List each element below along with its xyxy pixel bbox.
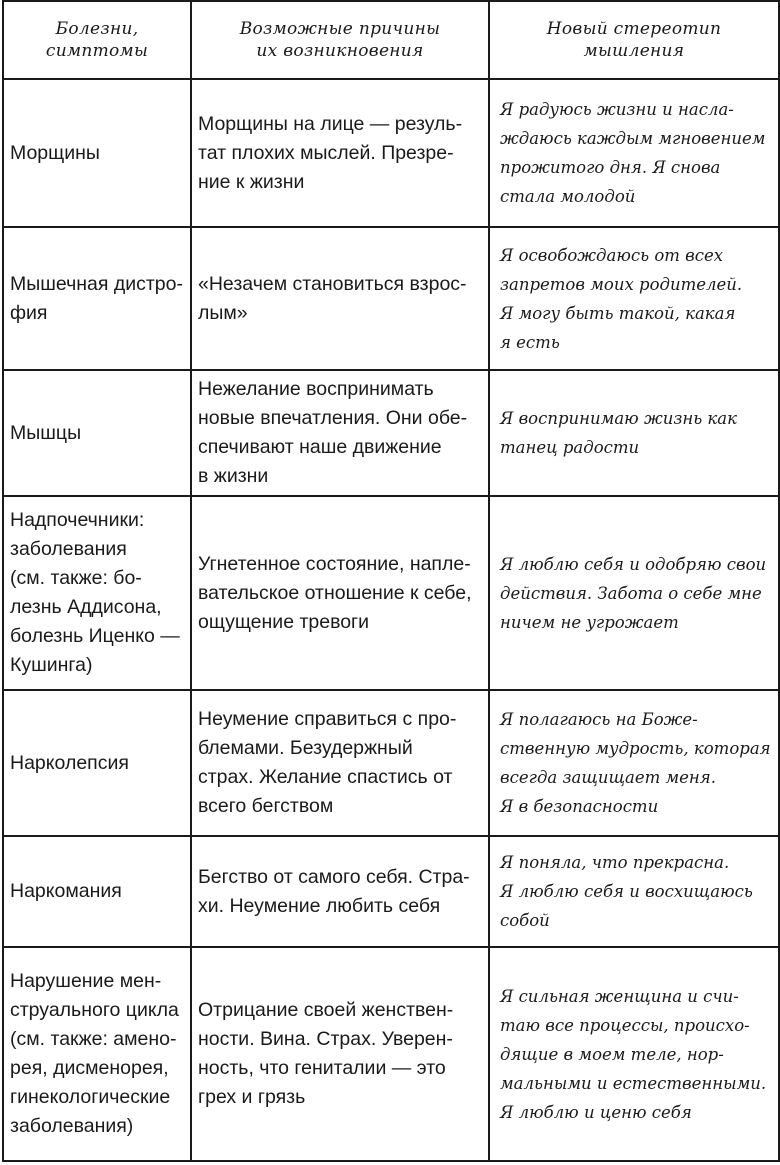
cause-cell (191, 690, 489, 836)
cell-line: Мышцы (10, 421, 82, 444)
cell-line: собой (500, 911, 550, 930)
cell-line: танец радости (500, 438, 640, 457)
cell-line: ность, что гениталии — это (198, 1057, 446, 1079)
table-row (3, 690, 779, 836)
cell-line: спечивают наше движение (198, 436, 442, 458)
cell-line: Я сильная женщина и счи- (500, 986, 739, 1006)
thought-cell (489, 690, 779, 836)
cell-line: Я освобождаюсь от всех (500, 245, 724, 265)
cell-line: (см. также: амено- (10, 1028, 177, 1050)
cell-line: всегда защищает меня. (500, 768, 716, 787)
cell-line: страх. Желание спастись от (198, 766, 453, 788)
thought-cell (489, 947, 779, 1161)
cell-line: действия. Забота о себе мне (500, 583, 762, 603)
table-row (3, 227, 779, 370)
table-row (3, 836, 779, 947)
cause-cell (191, 370, 489, 496)
cell-line: рея, дисменорея, (10, 1057, 169, 1079)
cell-line: Отрицание своей женствен- (198, 999, 454, 1021)
table-row (3, 947, 779, 1161)
table-row (3, 79, 779, 227)
cell-line: Я воспринимаю жизнь как (500, 409, 737, 428)
cell-line: Морщины на лице — резуль- (198, 112, 463, 135)
cell-line: хи. Неумение любить себя (198, 894, 441, 917)
cell-line: ственную мудрость, которая (500, 739, 771, 758)
cell-line: запретов моих родителей. (500, 274, 743, 294)
symptoms-table (2, 0, 780, 1162)
cell-line: заболевания (10, 538, 127, 560)
symptom-cell (3, 370, 191, 496)
header-text: симптомы (45, 41, 149, 61)
symptom-cell (3, 227, 191, 370)
cell-line: ности. Вина. Страх. Уверен- (198, 1028, 453, 1050)
cell-line: Морщины (10, 141, 100, 164)
symptom-cell (3, 836, 191, 947)
cause-cell (191, 947, 489, 1161)
cause-cell (191, 496, 489, 690)
cell-line: Я могу быть такой, какая (500, 303, 736, 323)
header-text: мышления (583, 41, 685, 61)
symptom-cell (3, 947, 191, 1161)
symptom-cell (3, 79, 191, 227)
cell-line: Я люблю и ценю себя (500, 1102, 692, 1122)
header-symptoms (3, 1, 191, 79)
cause-cell (191, 227, 489, 370)
cell-line: Я люблю себя и восхищаюсь (500, 882, 753, 901)
cell-line: ощущение тревоги (198, 610, 370, 633)
cause-cell (191, 836, 489, 947)
cell-line: лым» (198, 301, 248, 324)
cell-line: таю все процессы, происхо- (500, 1015, 750, 1035)
cell-line: Нежелание воспринимать (198, 378, 434, 400)
symptom-cell (3, 496, 191, 690)
table-row (3, 370, 779, 496)
header-new-thought (489, 1, 779, 79)
cell-line: (см. также: бо- (10, 567, 142, 589)
cell-line: тат плохих мыслей. Презре- (198, 141, 454, 164)
cell-line: ждаюсь каждым мгновением (500, 129, 766, 148)
cell-line: блемами. Безудержный (198, 737, 413, 759)
cell-line: Нарушение мен- (10, 970, 162, 992)
cell-line: Угнетенное состояние, напле- (198, 552, 471, 575)
cell-line: болезнь Иценко — (10, 625, 180, 647)
thought-cell (489, 227, 779, 370)
thought-cell (489, 496, 779, 690)
cell-line: Я поняла, что прекрасна. (500, 853, 730, 872)
cause-cell (191, 79, 489, 227)
cell-line: прожитого дня. Я снова (500, 158, 721, 177)
cell-line: Я в безопасности (500, 797, 659, 816)
cell-line: мальными и естественными. (500, 1073, 767, 1093)
cell-line: Я люблю себя и одобряю свои (500, 554, 767, 574)
thought-cell (489, 370, 779, 496)
cell-line: заболевания) (10, 1115, 134, 1137)
header-text: Новый стереотип (546, 19, 722, 39)
cell-line: Наркомания (10, 880, 122, 902)
cell-line: лезнь Аддисона, (10, 596, 162, 618)
cell-line: струального цикла (10, 999, 179, 1021)
header-text: Болезни, (55, 19, 139, 39)
cell-line: Я радуюсь жизни и насла- (500, 100, 734, 119)
cell-line: Надпочечники: (10, 509, 145, 531)
thought-cell (489, 836, 779, 947)
cell-line: фия (10, 301, 48, 324)
cell-line: Кушинга) (10, 654, 93, 676)
cell-line: Нарколепсия (10, 751, 129, 774)
cell-line: всего бегством (198, 795, 334, 817)
cell-line: новые впечатления. Они обе- (198, 407, 468, 429)
cell-line: в жизни (198, 465, 269, 487)
header-text: их возникновения (256, 41, 424, 61)
cell-line: Мышечная дистро- (10, 272, 183, 295)
cell-line: Я полагаюсь на Боже- (500, 710, 698, 729)
cell-line: вательское отношение к себе, (198, 581, 472, 604)
cell-line: я есть (500, 332, 560, 352)
header-text: Возможные причины (239, 19, 441, 39)
cell-line: ничем не угрожает (500, 612, 679, 632)
cell-line: ние к жизни (198, 170, 305, 193)
cell-line: Неумение справиться с про- (198, 708, 457, 730)
cell-line: стала молодой (500, 187, 636, 206)
cell-line: Бегство от самого себя. Стра- (198, 865, 470, 888)
header-causes (191, 1, 489, 79)
cell-line: гинекологические (10, 1086, 171, 1108)
thought-cell (489, 79, 779, 227)
cell-line: дящие в моем теле, нор- (500, 1044, 724, 1064)
cell-line: «Незачем становиться взрос- (198, 272, 467, 295)
table-row (3, 496, 779, 690)
symptom-cell (3, 690, 191, 836)
cell-line: грех и грязь (198, 1086, 306, 1108)
table-header-row (3, 1, 779, 79)
